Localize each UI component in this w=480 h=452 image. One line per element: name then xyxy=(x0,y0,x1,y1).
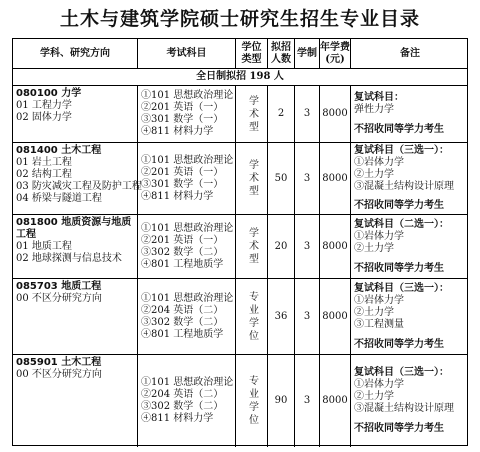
header-degree-type: 学位类型 xyxy=(236,39,268,69)
notes-cell xyxy=(351,143,469,214)
years-cell xyxy=(295,86,320,142)
table-row xyxy=(13,86,467,143)
fee-value: 8000 xyxy=(322,310,348,322)
exam-subjects-cell xyxy=(138,279,236,354)
header-discipline: 学科、研究方向 xyxy=(13,39,138,69)
header-fee: 年学费(元) xyxy=(320,39,351,69)
retest-heading: 复试科目（三选一）： xyxy=(354,145,449,156)
years-cell xyxy=(295,143,320,214)
research-direction: 00 不区分研究方向 xyxy=(16,369,102,380)
fee-value: 8000 xyxy=(322,172,348,184)
quota-cell xyxy=(268,86,295,142)
header-years: 学制 xyxy=(295,39,320,69)
retest-subject: 弹性力学 xyxy=(354,104,394,115)
header-exams: 考试科目 xyxy=(138,39,236,69)
table-row xyxy=(13,215,467,279)
degree-type-cell xyxy=(236,215,268,278)
years-cell xyxy=(295,279,320,354)
exam-subject: ①101 思想政治理论 xyxy=(141,377,234,388)
header-quota: 拟招人数 xyxy=(268,39,295,69)
years-value: 3 xyxy=(303,395,311,406)
retest-subject: ②土力学 xyxy=(354,391,394,402)
degree-type-cell xyxy=(236,143,268,214)
retest-subject: ①岩体力学 xyxy=(354,379,404,390)
spacer xyxy=(354,116,466,124)
quota-value: 90 xyxy=(274,395,288,406)
quota-value: 50 xyxy=(274,172,288,184)
exam-subject: ②201 英语（一） xyxy=(141,166,224,178)
quota-value: 20 xyxy=(274,240,288,252)
discipline-cell xyxy=(13,355,138,447)
table-row xyxy=(13,355,467,447)
quota-cell xyxy=(268,279,295,354)
exam-subject: ③302 数学（二） xyxy=(141,246,224,258)
exam-subjects-cell xyxy=(138,143,236,214)
exam-subject: ①101 思想政治理论 xyxy=(141,292,234,304)
exam-subject: ③301 数学（一） xyxy=(141,178,224,190)
no-equivalent-note: 不招收同等学力考生 xyxy=(354,338,444,350)
page-title: 土木与建筑学院硕士研究生招生专业目录 xyxy=(59,8,420,30)
degree-type-cell xyxy=(236,279,268,354)
fee-cell xyxy=(320,215,351,278)
research-direction: 01 地质工程 xyxy=(16,241,72,252)
retest-heading: 复试科目（三选一）： xyxy=(354,282,449,294)
exam-subjects-cell xyxy=(138,86,236,142)
exam-subject: ①101 思想政治理论 xyxy=(141,154,234,166)
years-cell xyxy=(295,215,320,278)
retest-heading: 复试科目： xyxy=(354,92,404,103)
years-value: 3 xyxy=(303,310,311,322)
research-direction: 02 地球探测与信息技术 xyxy=(16,253,122,264)
degree-type-cell xyxy=(236,355,268,447)
table-row xyxy=(13,143,467,215)
table-header xyxy=(13,39,467,69)
enrollment-banner: 全日制拟招 198 人 xyxy=(13,69,467,86)
retest-subject: ③工程测量 xyxy=(354,318,404,330)
discipline-code: 081400 土木工程 xyxy=(16,145,102,156)
exam-subject: ②201 英语（一） xyxy=(141,102,224,113)
quota-cell xyxy=(268,355,295,447)
retest-subject: ③混凝土结构设计原理 xyxy=(354,181,454,192)
fee-value: 8000 xyxy=(322,108,348,119)
exam-subjects-cell xyxy=(138,355,236,447)
notes-cell xyxy=(351,86,469,142)
discipline-cell xyxy=(13,279,138,354)
research-direction: 00 不区分研究方向 xyxy=(16,293,102,304)
research-direction: 04 桥梁与隧道工程 xyxy=(16,193,102,204)
discipline-cell xyxy=(13,215,138,278)
quota-value: 2 xyxy=(277,108,285,119)
exam-subjects-cell xyxy=(138,215,236,278)
research-direction: 01 岩土工程 xyxy=(16,157,72,168)
exam-subject: ②204 英语（二） xyxy=(141,389,224,400)
discipline-code: 085703 地质工程 xyxy=(16,281,102,292)
spacer xyxy=(354,415,466,423)
exam-subject: ②201 英语（一） xyxy=(141,234,224,246)
exam-subject: ④801 工程地质学 xyxy=(141,328,224,340)
retest-heading: 复试科目（三选一）： xyxy=(354,367,449,378)
exam-subject: ③301 数学（一） xyxy=(141,114,224,125)
notes-cell xyxy=(351,279,469,354)
fee-cell xyxy=(320,86,351,142)
fee-cell xyxy=(320,355,351,447)
notes-cell xyxy=(351,215,469,278)
retest-heading: 复试科目（二选一）： xyxy=(354,218,449,230)
no-equivalent-note: 不招收同等学力考生 xyxy=(354,423,444,434)
exam-subject: ③302 数学（二） xyxy=(141,401,224,412)
fee-cell xyxy=(320,279,351,354)
degree-type: 学术型 xyxy=(246,159,258,198)
retest-subject: ②土力学 xyxy=(354,242,394,254)
exam-subject: ④811 材料力学 xyxy=(141,413,214,424)
exam-subject: ①101 思想政治理论 xyxy=(141,90,234,101)
quota-cell xyxy=(268,215,295,278)
degree-type: 专业学位 xyxy=(246,290,258,343)
notes-cell xyxy=(351,355,469,447)
retest-subject: ①岩体力学 xyxy=(354,157,404,168)
years-value: 3 xyxy=(303,240,311,252)
discipline-code: 080100 力学 xyxy=(16,88,82,99)
retest-subject: ①岩体力学 xyxy=(354,294,404,306)
exam-subject: ①101 思想政治理论 xyxy=(141,222,234,234)
exam-subject: ②204 英语（二） xyxy=(141,304,224,316)
discipline-code: 085901 土木工程 xyxy=(16,357,102,368)
discipline-cell xyxy=(13,143,142,214)
header-notes: 备注 xyxy=(400,48,420,59)
research-direction: 02 结构工程 xyxy=(16,169,72,180)
fee-cell xyxy=(320,143,351,214)
catalog-table xyxy=(12,38,468,446)
table-row xyxy=(13,279,467,355)
research-direction: 02 固体力学 xyxy=(16,112,72,123)
exam-subject: ④811 材料力学 xyxy=(141,190,214,202)
research-direction: 01 工程力学 xyxy=(16,100,72,111)
research-direction: 03 防灾减灾工程及防护工程 xyxy=(16,181,142,192)
no-equivalent-note: 不招收同等学力考生 xyxy=(354,200,444,211)
spacer xyxy=(354,193,466,200)
no-equivalent-note: 不招收同等学力考生 xyxy=(354,124,444,135)
exam-subject: ③302 数学（二） xyxy=(141,316,224,328)
degree-type-cell xyxy=(236,86,268,142)
years-value: 3 xyxy=(303,108,311,119)
no-equivalent-note: 不招收同等学力考生 xyxy=(354,262,444,274)
fee-value: 8000 xyxy=(322,395,348,406)
retest-subject: ②土力学 xyxy=(354,169,394,180)
retest-subject: ①岩体力学 xyxy=(354,230,404,242)
quota-cell xyxy=(268,143,295,214)
years-cell xyxy=(295,355,320,447)
exam-subject: ④811 材料力学 xyxy=(141,126,214,137)
discipline-code: 081800 地质资源与地质工程 xyxy=(16,217,132,240)
discipline-cell xyxy=(13,86,138,142)
degree-type: 学术型 xyxy=(246,227,258,266)
quota-value: 36 xyxy=(274,310,288,322)
exam-subject: ④801 工程地质学 xyxy=(141,258,224,270)
retest-subject: ②土力学 xyxy=(354,306,394,318)
degree-type: 专业学位 xyxy=(246,375,258,427)
retest-subject: ③混凝土结构设计原理 xyxy=(354,403,454,414)
degree-type: 学术型 xyxy=(246,94,258,134)
spacer xyxy=(354,255,466,263)
years-value: 3 xyxy=(303,172,311,184)
spacer xyxy=(354,331,466,339)
fee-value: 8000 xyxy=(322,240,348,252)
